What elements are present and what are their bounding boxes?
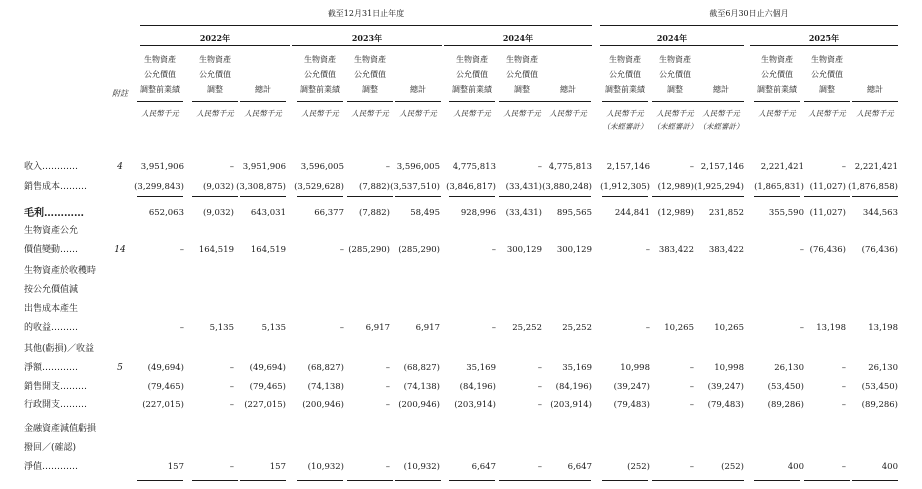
table-cell: (76,436) bbox=[809, 245, 846, 255]
row-label: 生物資產於收穫時 bbox=[24, 266, 97, 276]
period-rule bbox=[600, 25, 898, 26]
unit-label: 人民幣千元 bbox=[244, 109, 282, 118]
period-header: 截至12月31日止年度 bbox=[327, 9, 405, 18]
subtotal-rule bbox=[804, 480, 850, 481]
table-cell: (49,694) bbox=[147, 363, 184, 373]
column-header-line: 生物資產 bbox=[354, 55, 386, 64]
table-cell: 157 bbox=[167, 462, 184, 472]
subtotal-rule bbox=[449, 480, 495, 481]
year-header: 2024年 bbox=[656, 33, 688, 43]
table-cell: – bbox=[841, 462, 846, 472]
year-rule bbox=[444, 45, 592, 46]
unit-label: 人民幣千元 bbox=[503, 109, 541, 118]
table-cell: (79,483) bbox=[707, 400, 744, 410]
subtotal-rule bbox=[240, 480, 286, 481]
table-cell: – bbox=[537, 162, 542, 172]
unit-label: 人民幣千元 bbox=[301, 109, 339, 118]
subtotal-rule bbox=[499, 480, 545, 481]
table-cell: 157 bbox=[269, 462, 286, 472]
table-cell: – bbox=[841, 400, 846, 410]
column-header-line: 公允價值 bbox=[811, 70, 843, 79]
row-label: 的收益……… bbox=[24, 323, 79, 333]
table-cell: 25,252 bbox=[512, 323, 542, 333]
unit-label: 人民幣千元 bbox=[856, 109, 894, 118]
subtotal-rule bbox=[395, 480, 441, 481]
table-cell: (1,876,858) bbox=[848, 182, 898, 192]
column-header-rule bbox=[698, 101, 744, 102]
column-header-rule bbox=[449, 101, 495, 102]
table-cell: 66,377 bbox=[314, 208, 344, 218]
row-label: 淨值………… bbox=[24, 462, 79, 472]
table-cell: 6,647 bbox=[471, 462, 496, 472]
column-header-line: 總計 bbox=[255, 85, 271, 94]
row-label: 撥回／(確認) bbox=[24, 443, 77, 453]
table-cell: (11,027) bbox=[809, 182, 846, 192]
table-cell: – bbox=[537, 363, 542, 373]
table-cell: 58,495 bbox=[410, 208, 440, 218]
table-cell: (39,247) bbox=[613, 382, 650, 392]
column-header-line: 調整 bbox=[362, 85, 378, 94]
table-cell: (7,882) bbox=[359, 208, 390, 218]
column-header-line: 生物資產 bbox=[456, 55, 488, 64]
table-cell: (200,946) bbox=[302, 400, 344, 410]
column-header-line: 總計 bbox=[867, 85, 883, 94]
table-cell: (79,483) bbox=[613, 400, 650, 410]
table-cell: 383,422 bbox=[708, 245, 744, 255]
table-cell: (3,537,510) bbox=[390, 182, 440, 192]
column-header-rule bbox=[240, 101, 286, 102]
column-header-rule bbox=[602, 101, 648, 102]
subtotal-rule bbox=[804, 196, 850, 197]
row-label: 出售成本產生 bbox=[24, 304, 79, 314]
column-header-line: 調整前業績 bbox=[605, 85, 645, 94]
column-header-line: 調整前業績 bbox=[140, 85, 180, 94]
table-cell: 3,596,005 bbox=[396, 162, 440, 172]
note-reference: 14 bbox=[114, 245, 126, 255]
row-label: 其他(虧損)／收益 bbox=[24, 344, 95, 354]
note-reference: 4 bbox=[117, 162, 123, 172]
column-header-rule bbox=[852, 101, 898, 102]
table-cell: (203,914) bbox=[550, 400, 592, 410]
column-header-rule bbox=[499, 101, 545, 102]
table-cell: 2,221,421 bbox=[854, 162, 898, 172]
table-cell: 10,265 bbox=[714, 323, 744, 333]
table-cell: (7,882) bbox=[359, 182, 390, 192]
table-cell: 6,917 bbox=[415, 323, 440, 333]
table-cell: (3,529,628) bbox=[294, 182, 344, 192]
table-cell: 355,590 bbox=[768, 208, 804, 218]
row-label: 淨額………… bbox=[24, 363, 79, 373]
table-cell: (252) bbox=[721, 462, 744, 472]
column-header-line: 生物資產 bbox=[304, 55, 336, 64]
column-header-line: 公允價值 bbox=[456, 70, 488, 79]
table-cell: – bbox=[645, 323, 650, 333]
column-header-line: 生物資產 bbox=[811, 55, 843, 64]
year-rule bbox=[750, 45, 898, 46]
unit-label: 人民幣千元 bbox=[606, 109, 644, 118]
table-cell: – bbox=[229, 400, 234, 410]
table-cell: – bbox=[689, 400, 694, 410]
subtotal-rule bbox=[698, 196, 744, 197]
table-cell: – bbox=[385, 382, 390, 392]
table-cell: 26,130 bbox=[774, 363, 804, 373]
table-cell: 4,775,813 bbox=[548, 162, 592, 172]
table-cell: 5,135 bbox=[261, 323, 286, 333]
unit-label: 人民幣千元 bbox=[549, 109, 587, 118]
column-header-line: 調整 bbox=[514, 85, 530, 94]
table-cell: (1,865,831) bbox=[754, 182, 804, 192]
table-cell: 300,129 bbox=[506, 245, 542, 255]
column-header-rule bbox=[804, 101, 850, 102]
table-cell: 35,169 bbox=[466, 363, 496, 373]
table-cell: 652,063 bbox=[148, 208, 184, 218]
row-label: 金融資產減值虧損 bbox=[24, 424, 97, 434]
row-label: 按公允價值減 bbox=[24, 285, 79, 295]
table-cell: (227,015) bbox=[142, 400, 184, 410]
note-column-header: 附註 bbox=[112, 89, 128, 98]
subtotal-rule bbox=[297, 196, 343, 197]
subtotal-rule bbox=[754, 480, 800, 481]
table-cell: – bbox=[339, 245, 344, 255]
column-header-line: 公允價值 bbox=[659, 70, 691, 79]
table-cell: – bbox=[339, 323, 344, 333]
table-cell: (84,196) bbox=[555, 382, 592, 392]
table-cell: 5,135 bbox=[209, 323, 234, 333]
table-cell: 895,565 bbox=[556, 208, 592, 218]
unit-label: （未經審計） bbox=[602, 122, 648, 131]
table-cell: – bbox=[841, 162, 846, 172]
table-cell: – bbox=[537, 462, 542, 472]
table-cell: – bbox=[491, 245, 496, 255]
unit-label: 人民幣千元 bbox=[141, 109, 179, 118]
subtotal-rule bbox=[137, 480, 183, 481]
subtotal-rule bbox=[754, 196, 800, 197]
column-header-line: 生物資產 bbox=[761, 55, 793, 64]
table-cell: 10,998 bbox=[714, 363, 744, 373]
year-rule bbox=[140, 45, 290, 46]
column-header-line: 調整 bbox=[207, 85, 223, 94]
column-header-line: 調整 bbox=[819, 85, 835, 94]
table-cell: 13,198 bbox=[868, 323, 898, 333]
unit-label: 人民幣千元 bbox=[399, 109, 437, 118]
table-cell: 2,157,146 bbox=[606, 162, 650, 172]
row-label: 銷售開支……… bbox=[24, 382, 88, 392]
subtotal-rule bbox=[602, 480, 648, 481]
subtotal-rule bbox=[545, 480, 591, 481]
unit-label: 人民幣千元 bbox=[196, 109, 234, 118]
unit-label: （未經審計） bbox=[698, 122, 744, 131]
table-cell: – bbox=[385, 462, 390, 472]
table-cell: (252) bbox=[627, 462, 650, 472]
table-cell: 300,129 bbox=[556, 245, 592, 255]
subtotal-rule bbox=[137, 196, 183, 197]
table-cell: 400 bbox=[787, 462, 804, 472]
table-cell: (12,989) bbox=[657, 182, 694, 192]
table-cell: – bbox=[385, 162, 390, 172]
table-cell: – bbox=[229, 162, 234, 172]
column-header-line: 調整 bbox=[667, 85, 683, 94]
unit-label: 人民幣千元 bbox=[702, 109, 740, 118]
table-cell: 25,252 bbox=[562, 323, 592, 333]
column-header-line: 總計 bbox=[560, 85, 576, 94]
column-header-line: 公允價值 bbox=[304, 70, 336, 79]
row-label: 收入………… bbox=[24, 162, 79, 172]
column-header-rule bbox=[192, 101, 238, 102]
table-cell: 244,841 bbox=[614, 208, 650, 218]
table-cell: 13,198 bbox=[816, 323, 846, 333]
unit-label: 人民幣千元 bbox=[808, 109, 846, 118]
table-cell: (285,290) bbox=[348, 245, 390, 255]
note-reference: 5 bbox=[117, 363, 123, 373]
table-cell: (10,932) bbox=[307, 462, 344, 472]
table-cell: (200,946) bbox=[398, 400, 440, 410]
table-cell: (53,450) bbox=[767, 382, 804, 392]
table-cell: 2,157,146 bbox=[700, 162, 744, 172]
subtotal-rule bbox=[652, 196, 698, 197]
table-cell: – bbox=[229, 382, 234, 392]
table-cell: (49,694) bbox=[249, 363, 286, 373]
subtotal-rule bbox=[499, 196, 545, 197]
table-cell: 26,130 bbox=[868, 363, 898, 373]
table-cell: 35,169 bbox=[562, 363, 592, 373]
table-cell: (68,827) bbox=[403, 363, 440, 373]
table-cell: (3,308,875) bbox=[236, 182, 286, 192]
subtotal-rule bbox=[192, 480, 238, 481]
table-cell: – bbox=[689, 162, 694, 172]
table-cell: 3,596,005 bbox=[300, 162, 344, 172]
table-cell: – bbox=[689, 363, 694, 373]
table-cell: – bbox=[841, 382, 846, 392]
table-cell: 3,951,906 bbox=[242, 162, 286, 172]
row-label: 價值變動…… bbox=[24, 245, 79, 255]
subtotal-rule bbox=[602, 196, 648, 197]
column-header-rule bbox=[137, 101, 183, 102]
table-cell: – bbox=[799, 323, 804, 333]
table-cell: – bbox=[645, 245, 650, 255]
subtotal-rule bbox=[347, 480, 393, 481]
table-cell: (9,032) bbox=[203, 208, 234, 218]
column-header-line: 生物資產 bbox=[506, 55, 538, 64]
table-cell: 383,422 bbox=[658, 245, 694, 255]
unit-label: 人民幣千元 bbox=[758, 109, 796, 118]
table-cell: (203,914) bbox=[454, 400, 496, 410]
table-cell: 10,265 bbox=[664, 323, 694, 333]
table-cell: (10,932) bbox=[403, 462, 440, 472]
table-cell: – bbox=[229, 462, 234, 472]
year-header: 2025年 bbox=[808, 33, 840, 43]
unit-label: 人民幣千元 bbox=[453, 109, 491, 118]
table-cell: (68,827) bbox=[307, 363, 344, 373]
table-cell: 6,917 bbox=[365, 323, 390, 333]
table-cell: 231,852 bbox=[708, 208, 744, 218]
table-cell: (227,015) bbox=[244, 400, 286, 410]
column-header-rule bbox=[754, 101, 800, 102]
table-cell: 344,563 bbox=[862, 208, 898, 218]
column-header-line: 生物資產 bbox=[199, 55, 231, 64]
subtotal-rule bbox=[192, 196, 238, 197]
period-rule bbox=[140, 25, 592, 26]
table-cell: (84,196) bbox=[459, 382, 496, 392]
subtotal-rule bbox=[347, 196, 393, 197]
column-header-line: 調整前業績 bbox=[757, 85, 797, 94]
column-header-rule bbox=[545, 101, 591, 102]
table-cell: (12,989) bbox=[657, 208, 694, 218]
column-header-line: 生物資產 bbox=[609, 55, 641, 64]
subtotal-rule bbox=[852, 480, 898, 481]
subtotal-rule bbox=[852, 196, 898, 197]
row-label: 行政開支……… bbox=[24, 400, 88, 410]
table-cell: – bbox=[799, 245, 804, 255]
column-header-line: 公允價值 bbox=[199, 70, 231, 79]
table-cell: – bbox=[385, 400, 390, 410]
table-cell: 2,221,421 bbox=[760, 162, 804, 172]
table-cell: (33,431) bbox=[505, 182, 542, 192]
table-cell: – bbox=[537, 400, 542, 410]
subtotal-rule bbox=[652, 480, 698, 481]
table-cell: (33,431) bbox=[505, 208, 542, 218]
subtotal-rule bbox=[545, 196, 591, 197]
row-label: 生物資產公允 bbox=[24, 226, 79, 236]
year-rule bbox=[600, 45, 744, 46]
table-cell: (3,299,843) bbox=[134, 182, 184, 192]
table-cell: (79,465) bbox=[147, 382, 184, 392]
table-cell: – bbox=[689, 462, 694, 472]
column-header-line: 公允價值 bbox=[144, 70, 176, 79]
column-header-line: 生物資產 bbox=[659, 55, 691, 64]
table-cell: (285,290) bbox=[398, 245, 440, 255]
row-label: 毛利………… bbox=[24, 208, 84, 219]
table-cell: 928,996 bbox=[460, 208, 496, 218]
column-header-line: 調整前業績 bbox=[452, 85, 492, 94]
table-cell: (79,465) bbox=[249, 382, 286, 392]
table-cell: (89,286) bbox=[767, 400, 804, 410]
table-cell: – bbox=[179, 245, 184, 255]
table-cell: – bbox=[537, 382, 542, 392]
table-cell: (74,138) bbox=[307, 382, 344, 392]
table-cell: 643,031 bbox=[250, 208, 286, 218]
column-header-line: 公允價值 bbox=[609, 70, 641, 79]
table-cell: 4,775,813 bbox=[452, 162, 496, 172]
table-cell: – bbox=[179, 323, 184, 333]
year-rule bbox=[292, 45, 442, 46]
table-cell: – bbox=[491, 323, 496, 333]
table-cell: – bbox=[841, 363, 846, 373]
table-cell: 10,998 bbox=[620, 363, 650, 373]
column-header-line: 調整前業績 bbox=[300, 85, 340, 94]
unit-label: 人民幣千元 bbox=[351, 109, 389, 118]
year-header: 2024年 bbox=[502, 33, 534, 43]
table-cell: (76,436) bbox=[861, 245, 898, 255]
table-cell: (89,286) bbox=[861, 400, 898, 410]
table-cell: (11,027) bbox=[809, 208, 846, 218]
unit-label: （未經審計） bbox=[652, 122, 698, 131]
column-header-rule bbox=[347, 101, 393, 102]
column-header-line: 公允價值 bbox=[506, 70, 538, 79]
column-header-line: 公允價值 bbox=[761, 70, 793, 79]
column-header-line: 總計 bbox=[410, 85, 426, 94]
table-cell: – bbox=[385, 363, 390, 373]
subtotal-rule bbox=[698, 480, 744, 481]
column-header-line: 公允價值 bbox=[354, 70, 386, 79]
subtotal-rule bbox=[240, 196, 286, 197]
subtotal-rule bbox=[449, 196, 495, 197]
column-header-line: 總計 bbox=[713, 85, 729, 94]
table-cell: 164,519 bbox=[198, 245, 234, 255]
year-header: 2022年 bbox=[199, 33, 231, 43]
table-cell: 164,519 bbox=[250, 245, 286, 255]
unit-label: 人民幣千元 bbox=[656, 109, 694, 118]
column-header-rule bbox=[395, 101, 441, 102]
column-header-rule bbox=[652, 101, 698, 102]
table-cell: (74,138) bbox=[403, 382, 440, 392]
table-cell: (39,247) bbox=[707, 382, 744, 392]
year-header: 2023年 bbox=[351, 33, 383, 43]
table-cell: (1,925,294) bbox=[694, 182, 744, 192]
subtotal-rule bbox=[297, 480, 343, 481]
period-header: 截至6月30日止六個月 bbox=[709, 9, 789, 18]
table-cell: (53,450) bbox=[861, 382, 898, 392]
table-cell: (3,846,817) bbox=[446, 182, 496, 192]
row-label: 銷售成本……… bbox=[24, 182, 88, 192]
table-cell: (1,912,305) bbox=[600, 182, 650, 192]
table-cell: – bbox=[689, 382, 694, 392]
table-cell: (9,032) bbox=[203, 182, 234, 192]
subtotal-rule bbox=[395, 196, 441, 197]
table-cell: (3,880,248) bbox=[542, 182, 592, 192]
table-cell: 6,647 bbox=[567, 462, 592, 472]
column-header-line: 生物資產 bbox=[144, 55, 176, 64]
table-cell: 3,951,906 bbox=[140, 162, 184, 172]
table-cell: 400 bbox=[881, 462, 898, 472]
column-header-rule bbox=[297, 101, 343, 102]
table-cell: – bbox=[229, 363, 234, 373]
